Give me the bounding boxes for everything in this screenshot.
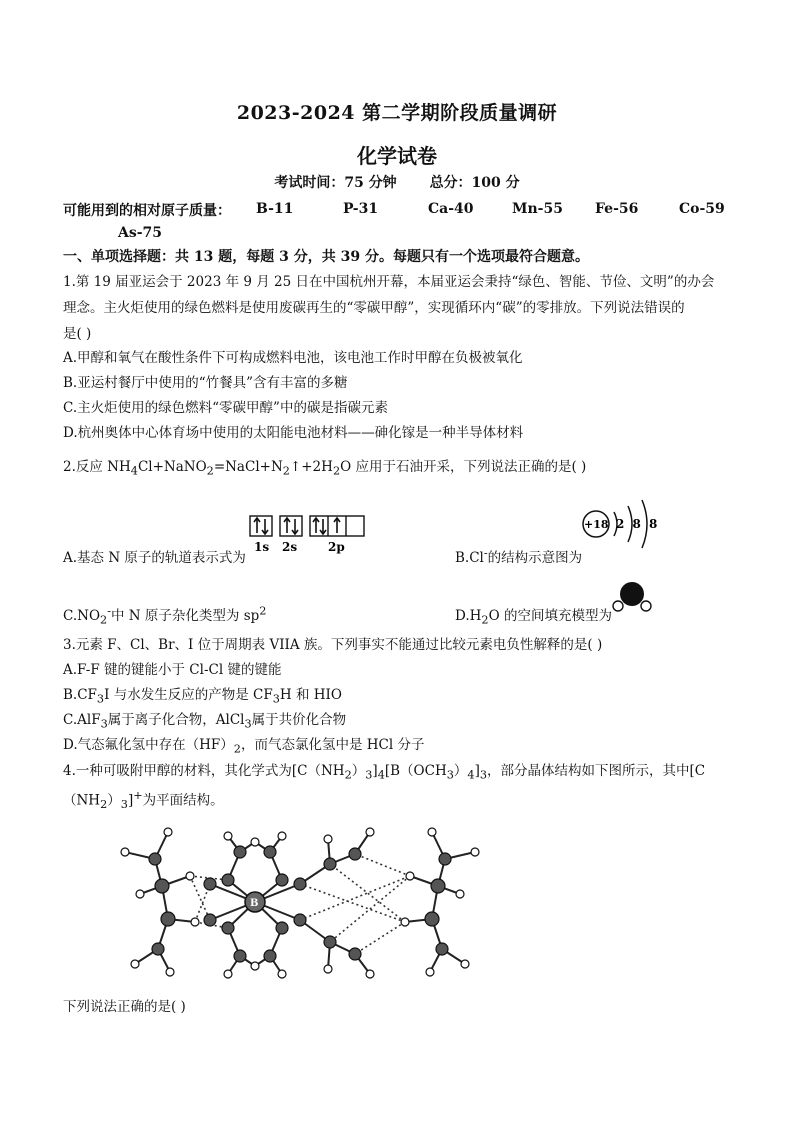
q2-stem-part: ↑+2H: [289, 459, 333, 475]
q3-option-b-part: H 和 HIO: [279, 687, 342, 703]
atomic-mass-item: B-11: [256, 201, 294, 217]
q4-stem-part: 为平面结构。: [142, 792, 224, 809]
q2-stem-sub: 4: [130, 464, 138, 478]
atomic-mass-item: Mn-55: [512, 201, 563, 217]
q3-option-d-part: D.气态氟化氢中存在（HF）: [63, 737, 234, 753]
cl-ion-structure-diagram: [580, 496, 670, 550]
q4-stem-sup: +: [133, 789, 143, 802]
q2-option-d-sub: 2: [481, 613, 489, 627]
q2-option-d-part: D.H: [455, 608, 482, 624]
q3-option-a: A.F-F 键的键能小于 Cl-Cl 键的键能: [63, 662, 282, 678]
q3-option-b-sub: 3: [96, 692, 105, 706]
q3-option-b-part: B.CF: [63, 687, 97, 703]
cl-nucleus-charge: +18: [584, 518, 609, 531]
q4-stem-line1: [63, 762, 705, 785]
q2-option-c-part: C.NO: [63, 608, 101, 624]
q4-stem-part: 4.一种可吸附甲醇的材料，其化学式为[C（NH: [63, 763, 345, 779]
q3-option-c-sub: 3: [244, 717, 252, 731]
atomic-mass-item: Co-59: [679, 201, 725, 217]
q2-stem-part: =NaCl+N: [213, 459, 283, 475]
q1-stem-line3: 是( ): [63, 326, 92, 342]
n-orbital-diagram: [248, 514, 370, 556]
atomic-mass-item: As-75: [118, 225, 163, 241]
exam-subject: 化学试卷: [357, 144, 437, 168]
q2-option-b: [455, 546, 582, 566]
orbital-label-1s: 1s: [254, 540, 270, 554]
q1-option-d: D.杭州奥体中心体育场中使用的太阳能电池材料——砷化镓是一种半导体材料: [63, 425, 524, 441]
q2-option-c-sub: 2: [100, 613, 108, 627]
q2-option-b-part: 的结构示意图为: [487, 550, 583, 566]
q1-option-a: A.甲醇和氧气在酸性条件下可构成燃料电池，该电池工作时甲醇在负极被氧化: [63, 350, 523, 366]
atoms: [149, 846, 451, 962]
q2-option-c: [63, 604, 266, 627]
orbital-label-2s: 2s: [282, 540, 298, 554]
q3-stem: 3.元素 F、Cl、Br、I 位于周期表 VIIA 族。下列事实不能通过比较元素电负性解释的是( ): [63, 637, 603, 653]
q4-stem-part: ）: [107, 792, 121, 809]
q3-option-d-part: ，而气态氯化氢中是 HCl 分子: [240, 737, 425, 753]
q2-stem-sub: 2: [282, 464, 290, 478]
q4-stem-part: ，部分晶体结构如下图所示，其中[C: [487, 763, 706, 779]
atomic-mass-item: Fe-56: [595, 201, 639, 217]
q2-option-a: A.基态 N 原子的轨道表示式为: [63, 550, 246, 566]
q3-option-b-sub: 3: [272, 692, 280, 706]
q4-stem-part: ）: [351, 763, 366, 779]
q4-stem-sub: 3: [479, 768, 488, 782]
orbital-label-2p: 2p: [328, 540, 345, 554]
q3-option-b-part: I 与水发生反应的产物是 CF: [104, 687, 273, 703]
q2-option-b-sup: -: [483, 546, 488, 560]
q4-stem-part: [B（OCH: [384, 763, 447, 779]
boron-label: B: [250, 898, 259, 909]
q4-stem-sub: 4: [377, 768, 385, 782]
q2-option-b-part: B.Cl: [455, 550, 484, 566]
q1-stem-line1: 1.第 19 届亚运会于 2023 年 9 月 25 日在中国杭州开幕，本届亚运会秉持“绿色、智能、节俭、文明”的办会: [63, 274, 715, 290]
q3-option-c-sub: 3: [100, 717, 108, 731]
q2-stem-part: O 应用于石油开采，下列说法正确的是( ): [340, 459, 587, 475]
exam-meta: [0, 172, 794, 192]
q2-option-d-part: O 的空间填充模型为: [488, 608, 612, 624]
q4-stem-sub: 4: [467, 768, 475, 782]
q4-stem-part: ]: [474, 763, 480, 779]
exam-total-score: 总分：100 分: [429, 175, 520, 191]
q4-stem-sub: 2: [344, 768, 352, 782]
atomic-mass-item: Ca-40: [428, 201, 474, 217]
q3-option-d: [63, 736, 424, 759]
q4-stem-sub: 3: [365, 768, 373, 782]
q2-option-c-part: 中 N 原子杂化类型为 sp: [111, 608, 260, 624]
electron-arrows: [254, 518, 340, 534]
crystal-structure-figure: [100, 814, 500, 990]
q2-option-d: [455, 604, 612, 627]
q2-stem-part: 2.反应 NH: [63, 459, 131, 475]
q2-stem-sub: 2: [206, 464, 214, 478]
q1-stem-line2: 理念。主火炬使用的绿色燃料是使用废碳再生的“零碳甲醇”，实现循环内“碳”的零排放。下列说法错误的: [63, 300, 685, 316]
q4-stem-part: ]: [372, 763, 378, 779]
exam-title: 2023-2024 第二学期阶段质量调研: [236, 102, 558, 124]
q2-option-c-sup: -: [107, 604, 112, 618]
atomic-masses-label: 可能用到的相对原子质量：: [63, 203, 231, 219]
q3-option-c: [63, 711, 346, 734]
q3-option-c-part: 属于共价化合物: [251, 712, 347, 728]
q4-question: 下列说法正确的是( ): [63, 999, 186, 1015]
q2-option-c-sup: 2: [259, 604, 267, 618]
atomic-mass-item: P-31: [343, 201, 379, 217]
hydrogen-atoms: [121, 828, 479, 978]
hydrogen-bonds: [190, 854, 410, 954]
q2-stem: [63, 458, 586, 481]
q2-stem-sub: 2: [332, 464, 341, 478]
q3-option-c-part: 属于离子化合物，AlCl: [107, 712, 245, 728]
q4-stem-part: ）: [453, 763, 468, 779]
q1-option-b: B.亚运村餐厅中使用的“竹餐具”含有丰富的多糖: [63, 375, 348, 391]
exam-time: 考试时间：75 分钟: [274, 175, 397, 191]
q4-stem-sub: 2: [100, 798, 108, 812]
section-heading: 一、单项选择题：共 13 题，每题 3 分，共 39 分。每题只有一个选项最符合题意。: [63, 249, 589, 265]
atomic-masses: [63, 200, 237, 220]
q3-option-c-part: C.AlF: [63, 712, 101, 728]
q1-option-c: C.主火炬使用的绿色燃料“零碳甲醇”中的碳是指碳元素: [63, 400, 388, 416]
q4-stem-part: （NH: [63, 792, 101, 809]
structure-bonds: [125, 832, 475, 974]
q4-stem-sub: 3: [446, 768, 454, 782]
q2-stem-part: Cl+NaNO: [137, 459, 207, 475]
q4-stem-sub: 3: [120, 798, 128, 812]
q3-option-b: [63, 686, 342, 709]
q4-stem-part: ]: [127, 792, 134, 809]
cl-shell-electrons: 2 8 8: [616, 517, 660, 531]
q4-stem-line2: [63, 787, 224, 814]
q3-option-d-sub: 2: [233, 742, 241, 756]
water-space-filling-model: [606, 580, 658, 614]
